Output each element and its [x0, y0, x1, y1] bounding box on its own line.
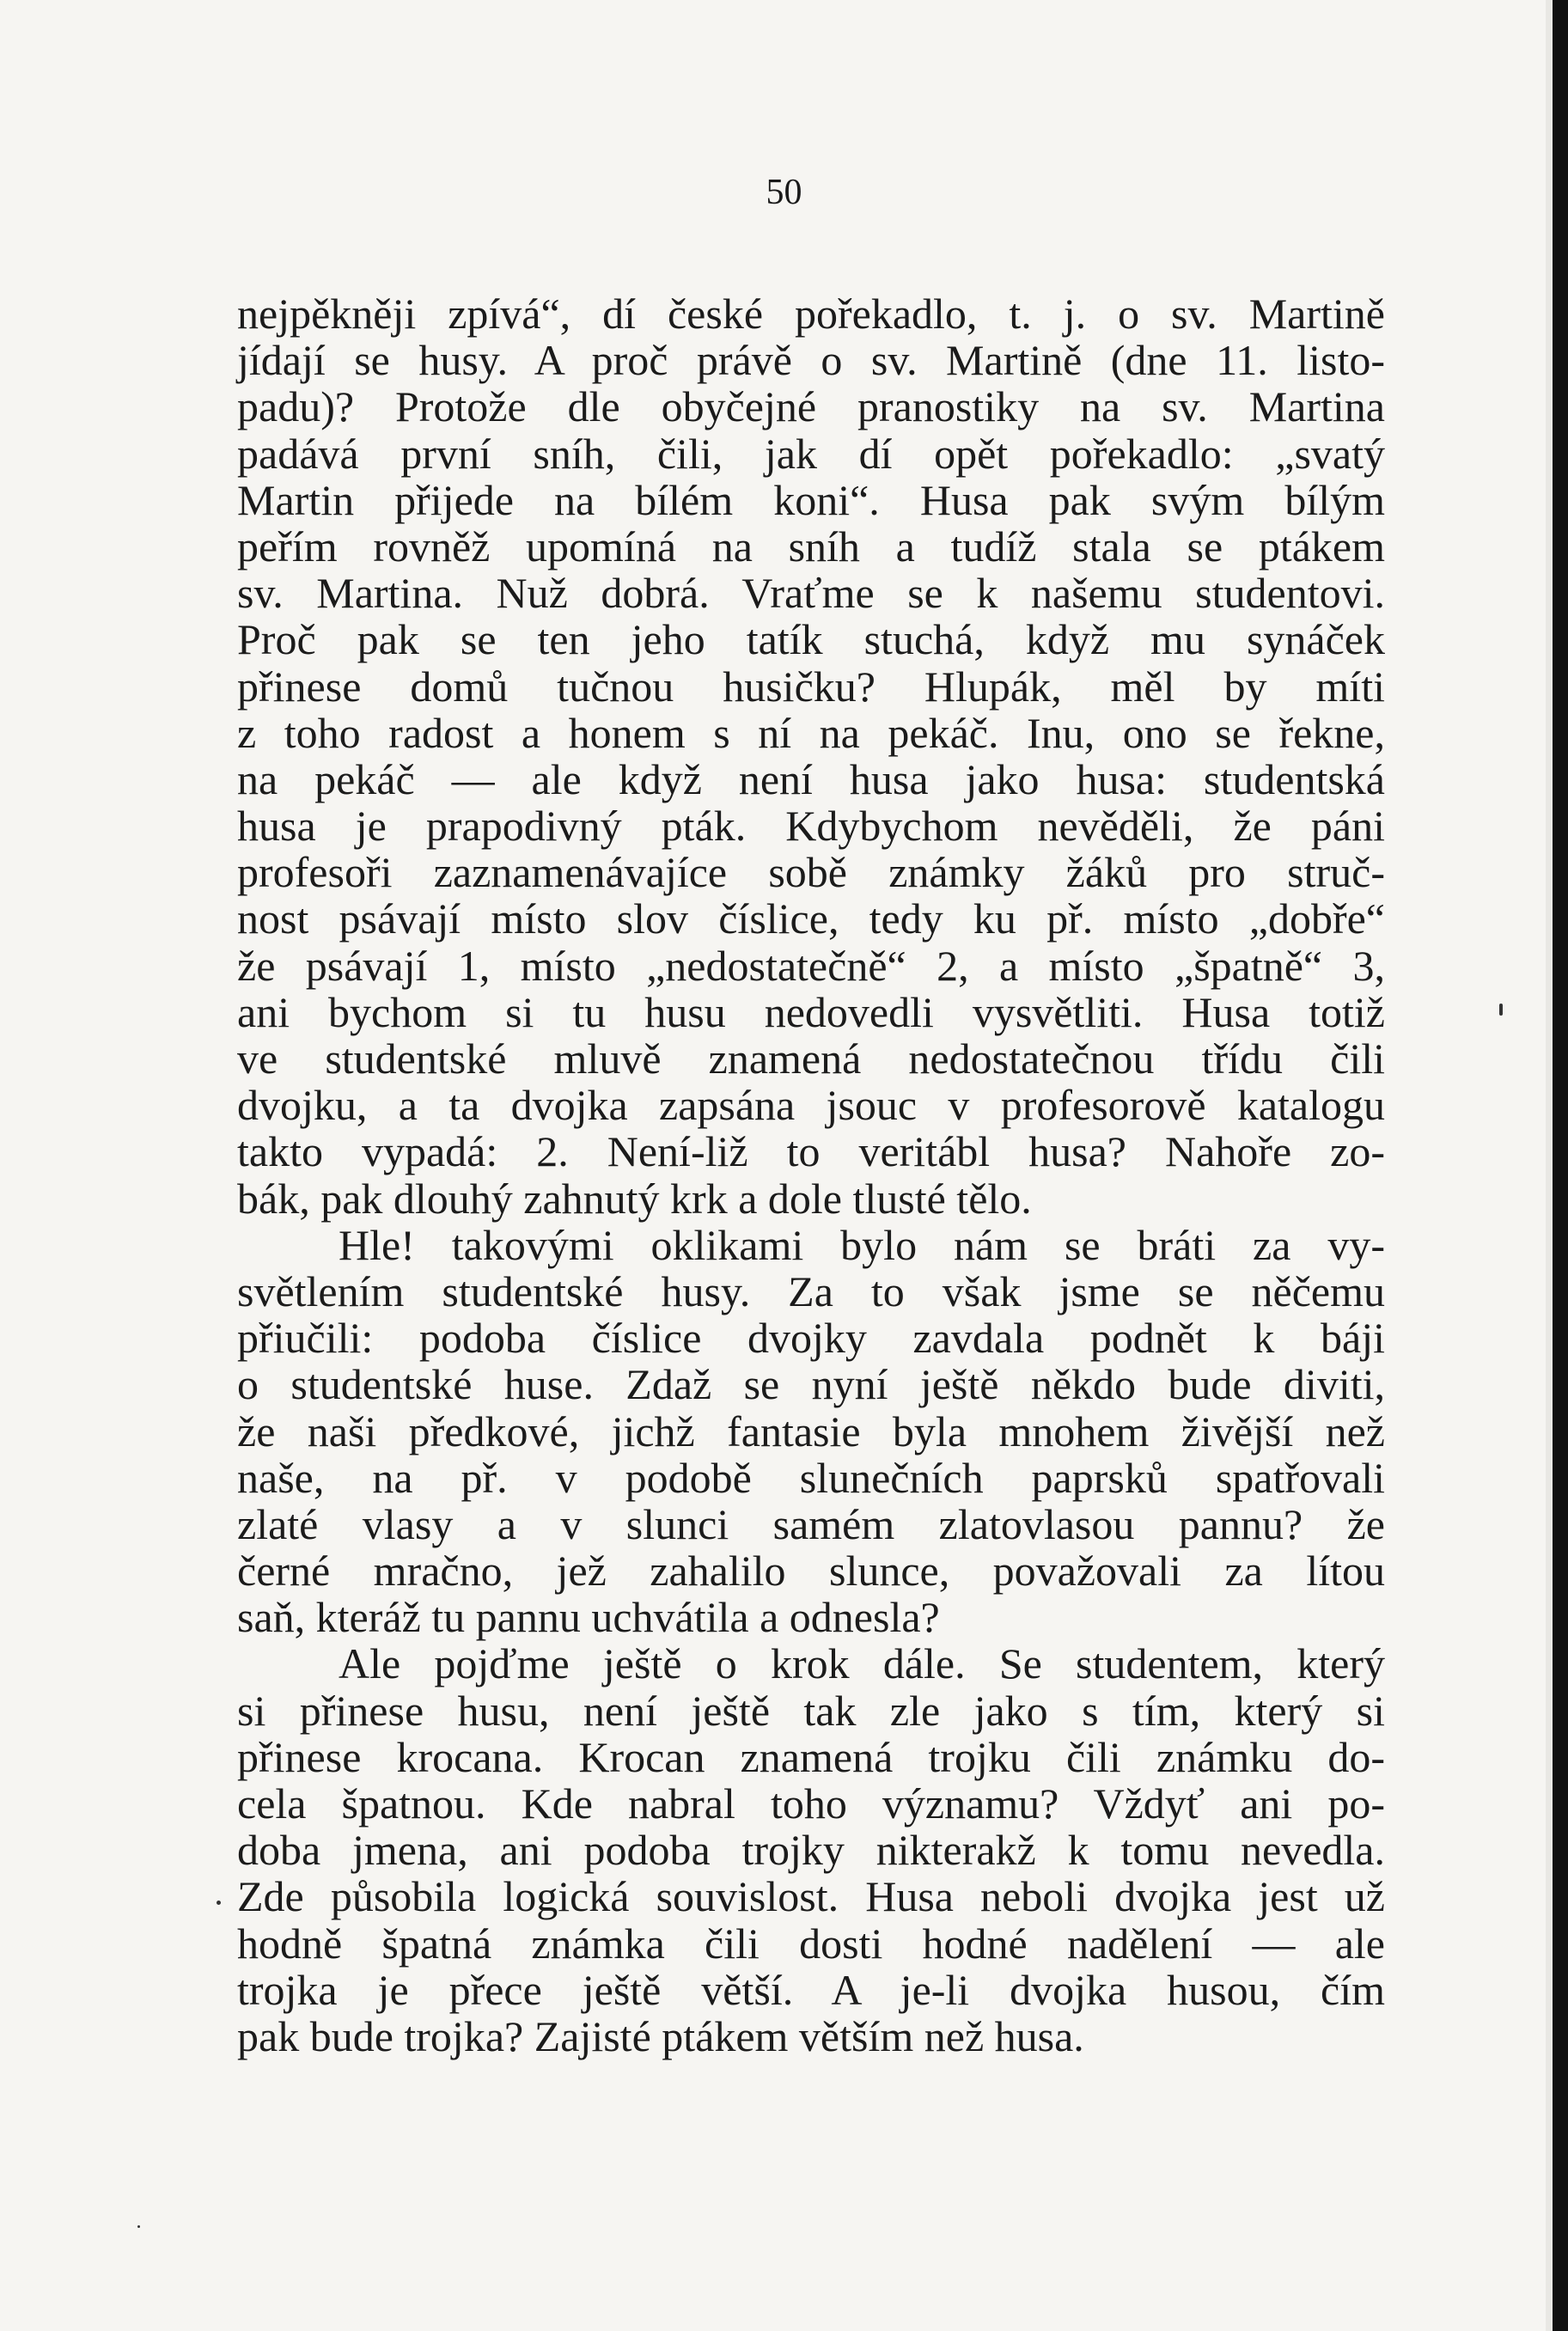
text-line: že psávají 1, místo „nedostatečně“ 2, a místo „špatně“ 3,: [237, 941, 1385, 990]
text-line: saň, kteráž tu pannu uchvátila a odnesla?: [237, 1593, 940, 1642]
text-line: nost psávají místo slov číslice, tedy ku př. místo „dobře“: [237, 894, 1385, 943]
text-line: husa je prapodivný pták. Kdybychom nevěděli, že páni: [237, 802, 1385, 851]
text-line: bák, pak dlouhý zahnutý krk a dole tlusté tělo.: [237, 1174, 1032, 1223]
text-line: takto vypadá: 2. Není-liž to veritábl husa? Nahoře zo-: [237, 1127, 1385, 1176]
text-line: přinese domů tučnou husičku? Hlupák, měl by míti: [237, 662, 1385, 711]
text-line: pak bude trojka? Zajisté ptákem větším než husa.: [237, 2011, 1084, 2060]
text-line: zlaté vlasy a v slunci samém zlatovlasou pannu? že: [237, 1499, 1385, 1548]
body-text: [237, 290, 1385, 2059]
text-line: přiučili: podoba číslice dvojky zavdala podnět k báji: [237, 1314, 1385, 1363]
page-edge: [1553, 0, 1568, 2331]
text-line: Ale pojďme ještě o krok dále. Se studentem, který: [339, 1639, 1385, 1688]
text-line: černé mračno, jež zahalilo slunce, považovali za lítou: [237, 1547, 1385, 1596]
text-line: profesoři zaznamenávajíce sobě známky žáků pro struč-: [237, 848, 1385, 897]
text-line: doba jmena, ani podoba trojky nikterakž k tomu nevedla.: [237, 1826, 1385, 1875]
text-line: hodně špatná známka čili dosti hodné nadělení — ale: [237, 1919, 1385, 1968]
text-line: jídají se husy. A proč právě o sv. Martině (dne 11. listo-: [237, 336, 1385, 385]
text-line: sv. Martina. Nuž dobrá. Vraťme se k našemu studentovi.: [237, 569, 1385, 618]
text-line: Martin přijede na bílém koni“. Husa pak svým bílým: [237, 475, 1385, 524]
paper-speck: [137, 2225, 140, 2228]
paper-speck: [217, 1901, 221, 1905]
text-line: ve studentské mluvě znamená nedostatečnou třídu čili: [237, 1034, 1385, 1083]
page-number: 50: [766, 173, 802, 212]
paper-speck: [1499, 1004, 1503, 1016]
text-line: trojka je přece ještě větší. A je-li dvojka husou, čím: [237, 1965, 1385, 2014]
text-line: přinese krocana. Krocan znamená trojku čili známku do-: [237, 1732, 1385, 1781]
text-line: cela špatnou. Kde nabral toho významu? Vždyť ani po-: [237, 1779, 1385, 1828]
text-line: nejpěkněji zpívá“, dí české pořekadlo, t. j. o sv. Martině: [237, 290, 1385, 338]
text-line: Zde působila logická souvislost. Husa neboli dvojka jest už: [237, 1872, 1385, 1921]
text-line: ani bychom si tu husu nedovedli vysvětliti. Husa totiž: [237, 987, 1385, 1036]
text-line: na pekáč — ale když není husa jako husa: studentská: [237, 754, 1385, 803]
text-line: padává první sníh, čili, jak dí opět pořekadlo: „svatý: [237, 429, 1385, 478]
text-line: z toho radost a honem s ní na pekáč. Inu, ono se řekne,: [237, 708, 1385, 757]
text-line: Hle! takovými oklikami bylo nám se bráti za vy-: [339, 1220, 1385, 1269]
text-line: peřím rovněž upomíná na sníh a tudíž stala se ptákem: [237, 522, 1385, 571]
text-line: naše, na př. v podobě slunečních paprsků spatřovali: [237, 1453, 1385, 1502]
text-line: padu)? Protože dle obyčejné pranostiky na sv. Martina: [237, 382, 1385, 431]
page-edge-shadow: [1546, 0, 1553, 2331]
text-line: světlením studentské husy. Za to však jsme se něčemu: [237, 1266, 1385, 1315]
text-line: dvojku, a ta dvojka zapsána jsouc v profesorově katalogu: [237, 1081, 1385, 1130]
text-line: Proč pak se ten jeho tatík stuchá, když mu synáček: [237, 615, 1385, 664]
text-line: si přinese husu, není ještě tak zle jako s tím, který si: [237, 1686, 1385, 1735]
text-line: že naši předkové, jichž fantasie byla mnohem živější než: [237, 1407, 1385, 1455]
text-line: o studentské huse. Zdaž se nyní ještě někdo bude diviti,: [237, 1360, 1385, 1409]
